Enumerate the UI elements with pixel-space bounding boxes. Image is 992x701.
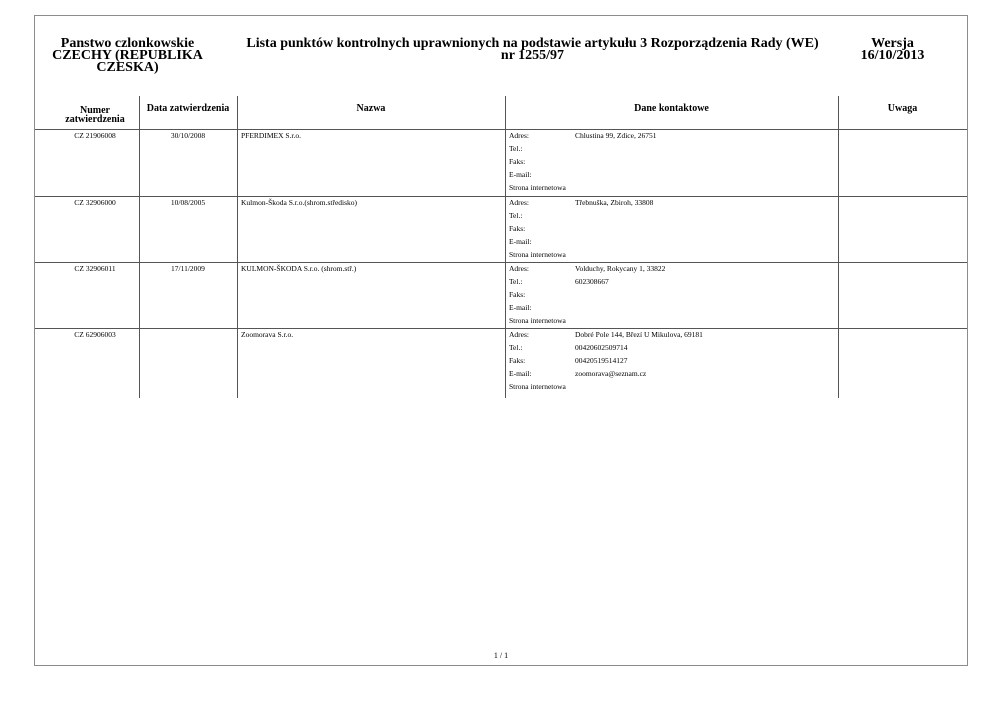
column-header-name: Nazwa bbox=[356, 103, 386, 114]
version-header: Wersja 16/10/2013 bbox=[860, 36, 925, 63]
row-divider bbox=[35, 328, 967, 329]
web-label: Strona internetowa bbox=[509, 316, 566, 325]
member-state-header: Panstwo czlonkowskie CZECHY (REPUBLIKA CZESKA) bbox=[52, 36, 203, 75]
address-label: Adres: bbox=[509, 131, 529, 140]
column-header-date: Data zatwierdzenia bbox=[146, 103, 230, 114]
address-value: Volduchy, Rokycany 1, 33822 bbox=[575, 264, 666, 273]
address-value: Dobré Pole 144, Březí U Mikulova, 69181 bbox=[575, 330, 703, 339]
tel-value: 602308667 bbox=[575, 277, 609, 286]
column-header-contact: Dane kontaktowe bbox=[634, 103, 709, 114]
column-header-number: Numer zatwierdzenia bbox=[65, 105, 125, 125]
column-divider bbox=[505, 96, 506, 398]
fax-label: Faks: bbox=[509, 157, 526, 166]
email-label: E-mail: bbox=[509, 237, 532, 246]
document-title: Lista punktów kontrolnych uprawnionych na podstawie artykułu 3 Rozporządzenia Rady (WE) nr 1255/97 bbox=[246, 36, 819, 63]
email-value: zoomorava@seznam.cz bbox=[575, 369, 647, 378]
web-label: Strona internetowa bbox=[509, 250, 566, 259]
column-header-note: Uwaga bbox=[887, 103, 918, 114]
fax-label: Faks: bbox=[509, 224, 526, 233]
approval-number: CZ 32906011 bbox=[74, 264, 116, 273]
approval-date: 17/11/2009 bbox=[171, 264, 205, 273]
row-divider bbox=[35, 196, 967, 197]
email-label: E-mail: bbox=[509, 303, 532, 312]
address-value: Třebnuška, Zbiroh, 33808 bbox=[575, 198, 654, 207]
tel-label: Tel.: bbox=[509, 211, 523, 220]
fax-label: Faks: bbox=[509, 290, 526, 299]
web-label: Strona internetowa bbox=[509, 183, 566, 192]
column-divider bbox=[139, 96, 140, 398]
tel-label: Tel.: bbox=[509, 277, 523, 286]
tel-value: 00420602509714 bbox=[575, 343, 628, 352]
approval-number: CZ 21906008 bbox=[74, 131, 116, 140]
approval-date: 30/10/2008 bbox=[170, 131, 206, 140]
entity-name: Zoomorava S.r.o. bbox=[241, 330, 294, 339]
address-label: Adres: bbox=[509, 198, 529, 207]
tel-label: Tel.: bbox=[509, 343, 523, 352]
entity-name: PFERDIMEX S.r.o. bbox=[241, 131, 302, 140]
address-value: Chlustina 99, Zdice, 26751 bbox=[575, 131, 657, 140]
document-page bbox=[34, 15, 968, 666]
approval-number: CZ 32906000 bbox=[74, 198, 116, 207]
email-label: E-mail: bbox=[509, 369, 532, 378]
header-divider bbox=[35, 129, 967, 130]
tel-label: Tel.: bbox=[509, 144, 523, 153]
page-number: 1 / 1 bbox=[493, 651, 509, 660]
entity-name: Kulmon-Škoda S.r.o.(shrom.středisko) bbox=[241, 198, 358, 207]
column-divider bbox=[838, 96, 839, 398]
fax-label: Faks: bbox=[509, 356, 526, 365]
email-label: E-mail: bbox=[509, 170, 532, 179]
web-label: Strona internetowa bbox=[509, 382, 566, 391]
address-label: Adres: bbox=[509, 264, 529, 273]
fax-value: 00420519514127 bbox=[575, 356, 628, 365]
approval-date: 10/08/2005 bbox=[170, 198, 206, 207]
entity-name: KULMON-ŠKODA S.r.o. (shrom.stř.) bbox=[241, 264, 357, 273]
column-divider bbox=[237, 96, 238, 398]
address-label: Adres: bbox=[509, 330, 529, 339]
approval-number: CZ 62906003 bbox=[74, 330, 116, 339]
row-divider bbox=[35, 262, 967, 263]
